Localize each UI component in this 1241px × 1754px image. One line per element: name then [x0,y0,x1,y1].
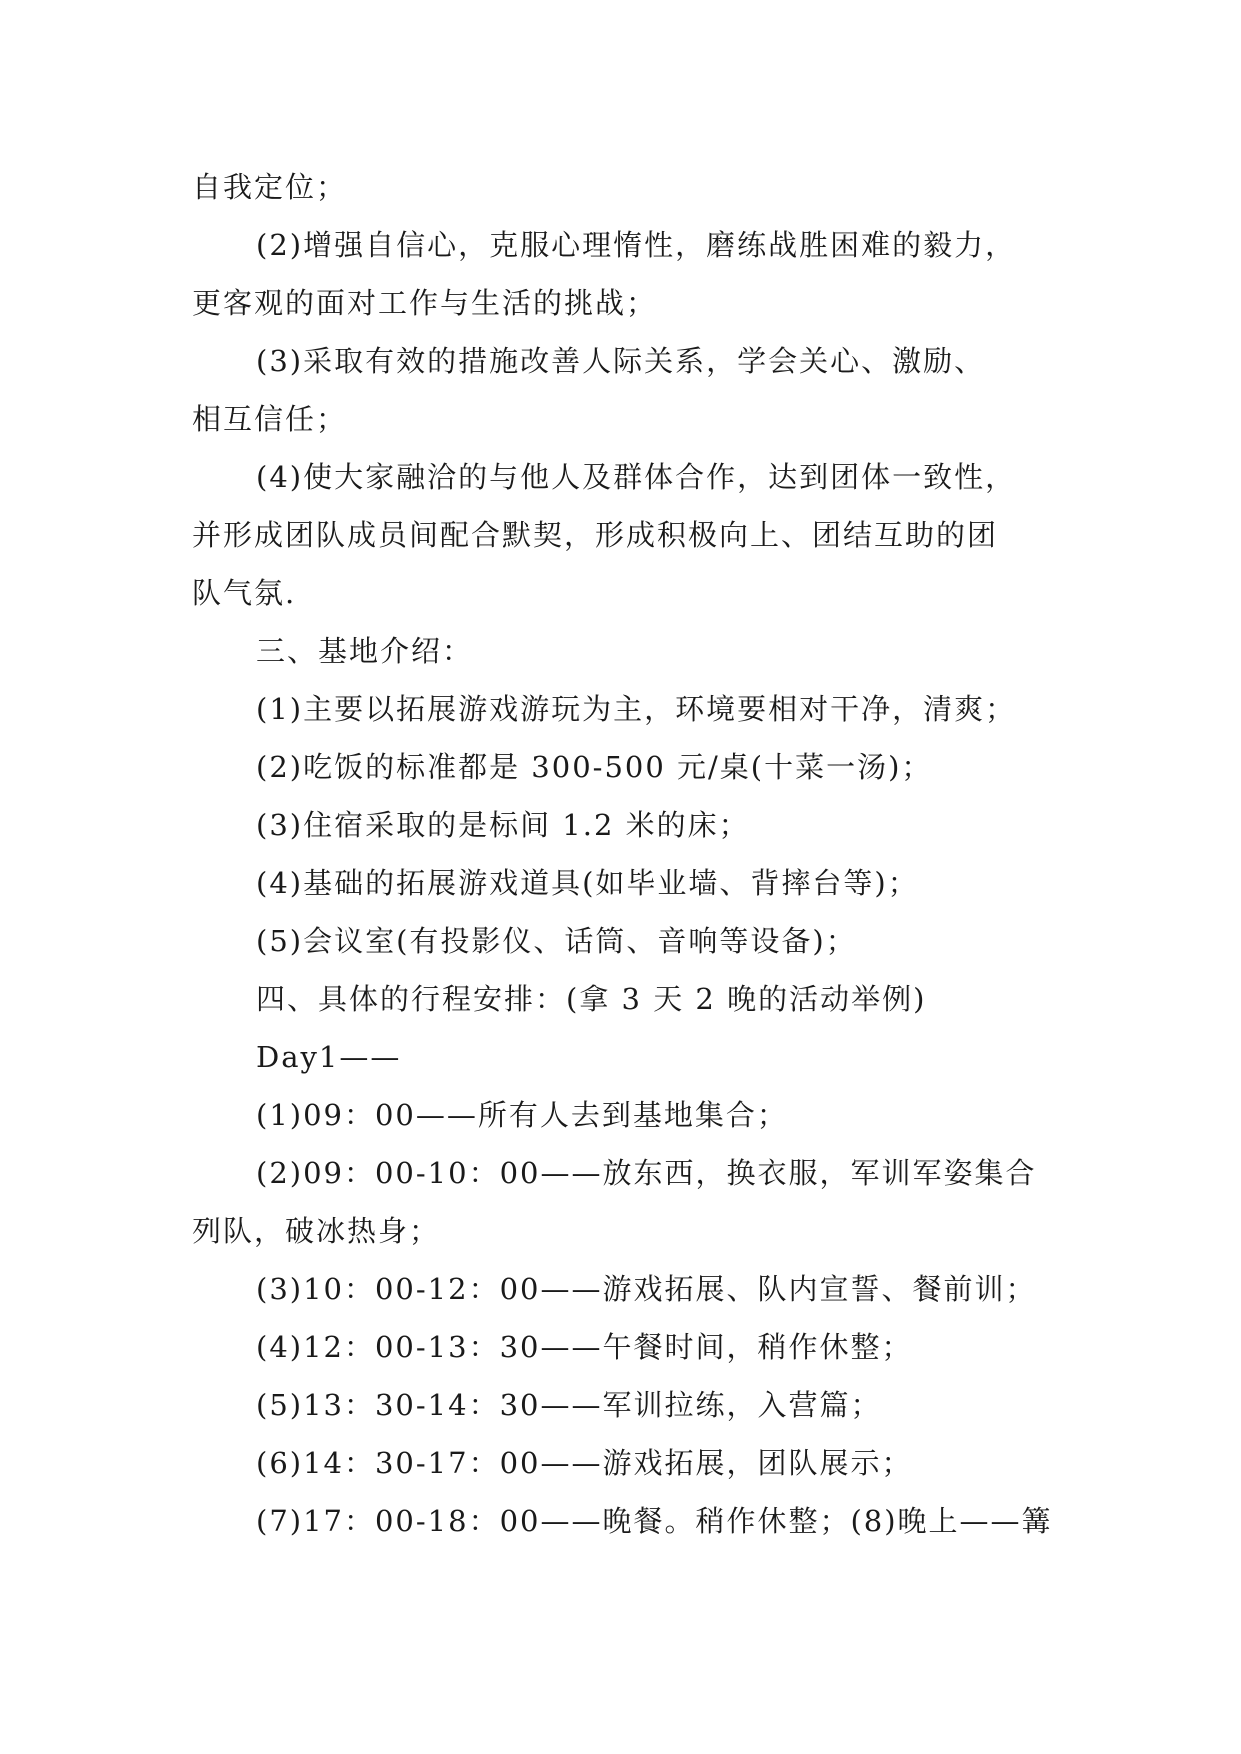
text-line: (3)住宿采取的是标间 1.2 米的床； [256,808,750,842]
text-line: 自我定位； [192,170,348,204]
text-line: (2)吃饭的标准都是 300-500 元/桌(十菜一汤)； [256,750,933,784]
text-line: (1)主要以拓展游戏游玩为主，环境要相对干净，清爽； [256,692,1017,726]
text-line: (4)12：00-13：30——午餐时间，稍作休整； [256,1330,913,1364]
text-line: 相互信任； [192,402,348,436]
text-line: 队气氛. [192,576,297,610]
text-line: (5)会议室(有投影仪、话筒、音响等设备)； [256,924,857,958]
text-line: (4)使大家融洽的与他人及群体合作，达到团体一致性， [256,460,1017,494]
text-line: (7)17：00-18：00——晚餐。稍作休整；(8)晚上——篝 [256,1504,1053,1538]
text-line: (2)增强自信心，克服心理惰性，磨练战胜困难的毅力， [256,228,1017,262]
text-line: 并形成团队成员间配合默契，形成积极向上、团结互助的团 [192,518,999,552]
text-line: (3)采取有效的措施改善人际关系，学会关心、激励、 [256,344,986,378]
section-heading: 三、基地介绍： [256,634,474,668]
day-heading: Day1—— [256,1040,402,1074]
text-line: (4)基础的拓展游戏道具(如毕业墙、背摔台等)； [256,866,919,900]
text-line: (5)13：30-14：30——军训拉练，入营篇； [256,1388,882,1422]
text-line: 列队，破冰热身； [192,1214,441,1248]
text-line: (2)09：00-10：00——放东西，换衣服，军训军姿集合 [256,1156,1037,1190]
section-heading: 四、具体的行程安排：(拿 3 天 2 晚的活动举例) [256,982,927,1016]
text-line: (3)10：00-12：00——游戏拓展、队内宣誓、餐前训； [256,1272,1037,1306]
text-line: (1)09：00——所有人去到基地集合； [256,1098,788,1132]
document-body [192,158,1072,1550]
text-line: 更客观的面对工作与生活的挑战； [192,286,658,320]
text-line: (6)14：30-17：00——游戏拓展，团队展示； [256,1446,913,1480]
